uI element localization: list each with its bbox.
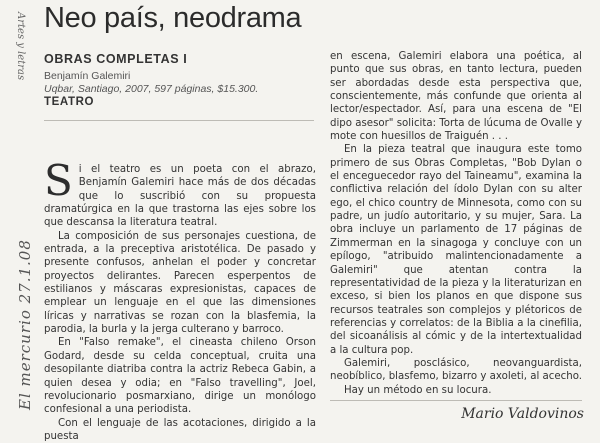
- margin-note-text: El mercurio 27.1.08: [16, 239, 34, 410]
- handwritten-section-note: Artes y letras: [15, 12, 26, 81]
- paragraph: Con el lenguaje de las acotaciones, dirigido a la puesta: [44, 417, 316, 442]
- article-column-2: [330, 50, 582, 397]
- paragraph: En "Falso remake", el cineasta chileno Orson Godard, desde su celda conceptual, cruita una desopilante diatriba contra la actriz Rebeca Gabin, a quien desea y odia; en "Falso travelling", Joel, revolucionario posmarxiano, dirige un monólogo confesional a una periodista.: [44, 337, 316, 416]
- paragraph: en escena, Galemiri elabora una poética, al punto que sus obras, en tanto lectura, pueden ser abordadas desde esta perspectiva que, conscientemente, más confunde que orienta al lector/espectador. Así, para una escena de "El dipo asesor" solicita: Torta de lúcuma de Ovalle y mote con huesillos de Traiguén . . .: [330, 51, 582, 143]
- author-signature: Mario Valdovinos: [461, 406, 584, 422]
- paragraph: Galemiri, posclásico, neovanguardista, neobíblico, blasfemo, bizarro y axoleti, al acecho.: [330, 357, 582, 383]
- book-title: OBRAS COMPLETAS I: [44, 52, 188, 66]
- book-genre: TEATRO: [44, 96, 95, 108]
- paragraph: En la pieza teatral que inaugura este tomo primero de sus Obras Completas, "Bob Dylan o el enceguecedor rayo del Taineamu", examina la conflictiva relación del ídolo Dylan con su alter ego, el chico country de Minnesota, como con su padre, un judío autoritario, y su mujer, Sara. La obra incluye un parlamento de 17 páginas de Zimmerman en la sinagoga y concluye con un epílogo, "atribuido malintencionadamente a Galemiri" que atentan contra la representatividad de la pieza y la literaturizan en exceso, si bien los planos en que dispone sus recursos teatrales son complejos y plétoricos de referencias y correlatos: de la Biblia a la cinefilia, del sicoanálisis al cómic y de la intertextualidad a la cultura pop.: [330, 144, 582, 356]
- paragraph: Hay un método en su locura.: [344, 384, 492, 396]
- article-title: Neo país, neodrama: [44, 2, 302, 34]
- article-column-1: [44, 156, 316, 443]
- signature-divider: [330, 400, 582, 401]
- drop-cap: S: [44, 156, 73, 205]
- book-publication: Uqbar, Santiago, 2007, 597 páginas, $15.300.: [44, 83, 259, 95]
- paragraph: Si el teatro es un poeta con el abrazo, Benjamín Galemiri hace más de dos décadas que lo suscribió con su propuesta dramatúrgica en la que trastorna las ejes sobre los que descansa la literatura teatral.: [44, 156, 316, 229]
- book-author: Benjamín Galemiri: [44, 70, 131, 82]
- divider: [44, 120, 314, 121]
- paragraph: La composición de sus personajes cuestiona, de entrada, a la preceptiva aristotélica. De pasado y presente confusos, anhelan el poder y concretar proyectos delirantes. Parecen esperpentos de estilianos y máscaras expresionistas, capaces de emplear un lenguaje en el que las dimensiones líricas y narrativas se rozan con la blasfemia, la parodia, la burla y la jerga culterano y barroco.: [44, 230, 316, 336]
